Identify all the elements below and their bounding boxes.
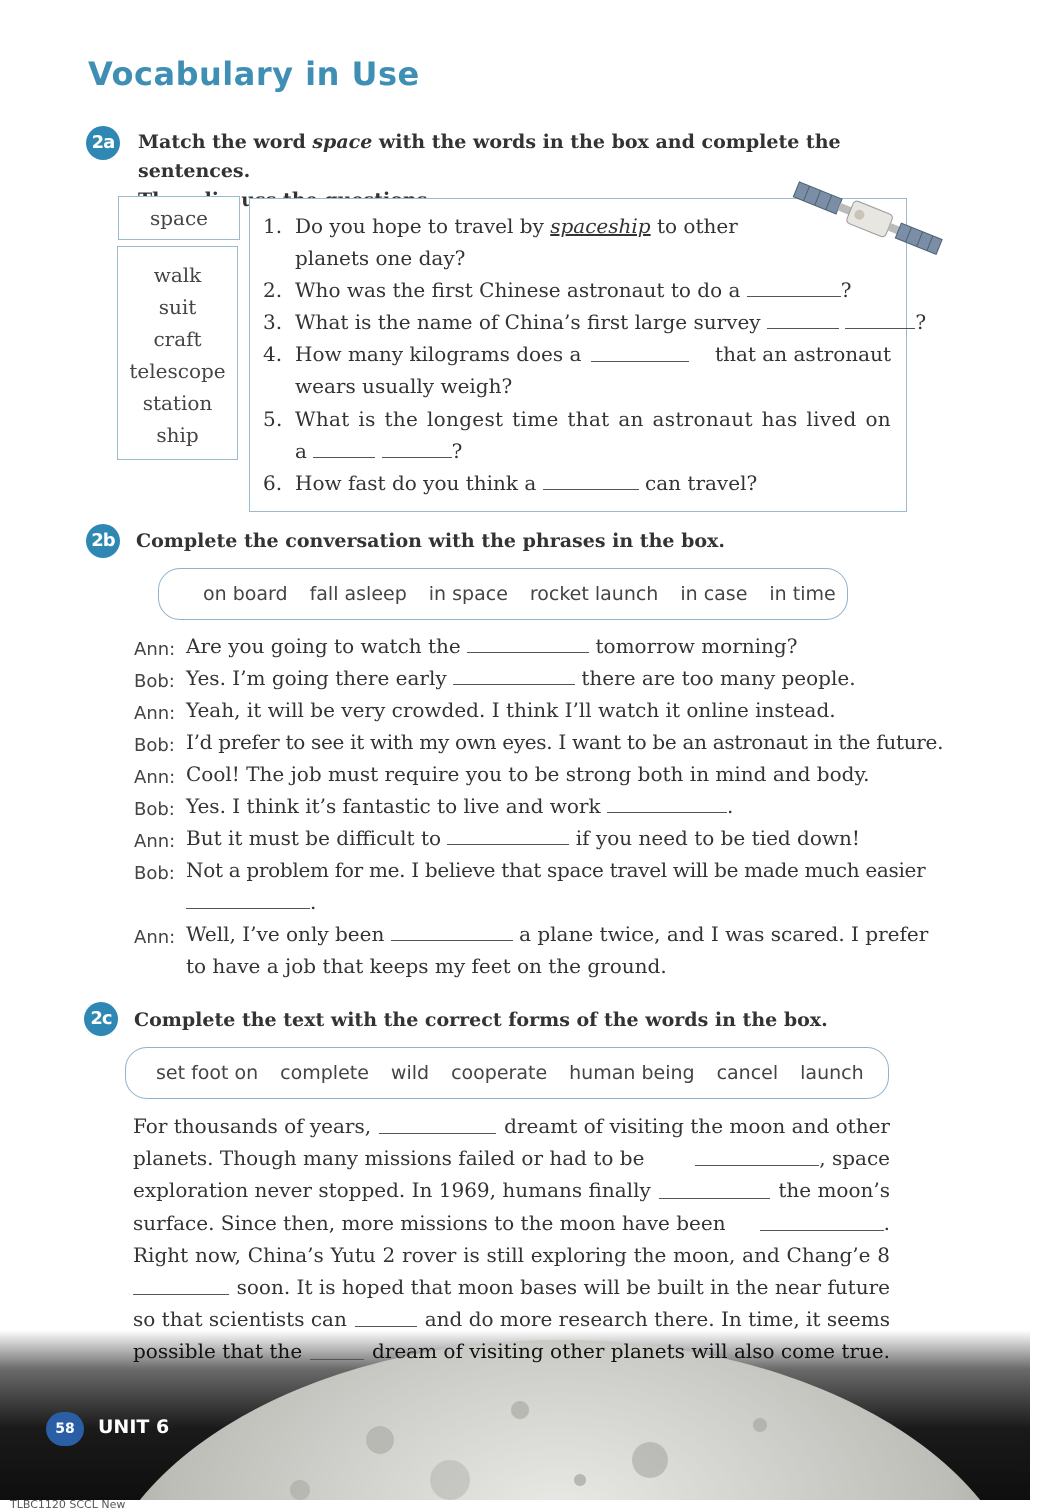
speaker-label: Ann: xyxy=(134,639,176,660)
question-4-cont: wears usually weigh? xyxy=(295,374,513,398)
phrase-item: on board xyxy=(203,583,288,605)
phrase-box xyxy=(158,568,848,620)
answer-blank[interactable] xyxy=(467,651,589,653)
answer-blank[interactable] xyxy=(760,1229,884,1231)
answer-blank[interactable] xyxy=(659,1197,771,1199)
speaker-label: Ann: xyxy=(134,703,176,724)
exercise-badge-2c: 2c xyxy=(84,1002,118,1036)
conversation-line: Yes. I think it’s fantastic to live and work . xyxy=(186,794,734,818)
satellite-icon xyxy=(782,180,952,260)
word-list-box xyxy=(117,246,238,460)
answer-blank[interactable] xyxy=(313,456,375,458)
passage-line: possible that the dream of visiting other planets will also come true. xyxy=(133,1339,890,1364)
word-item: craft xyxy=(153,327,202,351)
exercise-2a-instruction: Match the word space with the words in the box and complete the sentences. xyxy=(138,131,841,182)
answer-blank[interactable] xyxy=(186,907,310,909)
passage-line: soon. It is hoped that moon bases will be built in the near future xyxy=(133,1271,890,1303)
question-5-cont: a ? xyxy=(295,439,463,463)
passage-line: For thousands of years, dreamt of visiting the moon and other xyxy=(133,1114,890,1138)
passage-line: surface. Since then, more missions to the moon have been . xyxy=(133,1210,890,1235)
conversation-line: But it must be difficult to if you need to be tied down! xyxy=(186,826,860,850)
answer-blank[interactable] xyxy=(447,843,569,845)
speaker-label: Bob: xyxy=(134,671,175,692)
conversation-line: Cool! The job must require you to be strong both in mind and body. xyxy=(186,762,870,786)
text-passage xyxy=(133,1110,890,1368)
word-item: suit xyxy=(158,295,197,319)
word-item: set foot on xyxy=(156,1062,259,1084)
question-5: 5. What is the longest time that an astronaut has lived on xyxy=(263,407,891,431)
word-item: complete xyxy=(280,1062,369,1084)
answer-blank[interactable] xyxy=(695,1164,819,1166)
conversation-line: Well, I’ve only been a plane twice, and I was scared. I prefer xyxy=(186,922,929,946)
passage-line: planets. Though many missions failed or had to be , space xyxy=(133,1146,890,1171)
answer-blank[interactable] xyxy=(310,1358,364,1360)
speaker-label: Bob: xyxy=(134,799,175,820)
word-item: launch xyxy=(800,1062,864,1084)
exercise-badge-2a: 2a xyxy=(86,126,120,160)
answer-blank[interactable] xyxy=(355,1325,417,1327)
question-3: 3. What is the name of China’s first large survey ? xyxy=(263,310,927,334)
conversation-line-cont: to have a job that keeps my feet on the ground. xyxy=(186,954,667,978)
conversation-line: Not a problem for me. I believe that space travel will be made much easier xyxy=(186,858,926,882)
head-word: space xyxy=(149,206,209,230)
question-1: 1. Do you hope to travel by spaceship to other xyxy=(263,214,738,238)
word-item: wild xyxy=(390,1062,430,1084)
page-title: Vocabulary in Use xyxy=(88,55,420,93)
conversation-line: Yes. I’m going there early there are too many people. xyxy=(186,666,856,690)
answer-blank[interactable] xyxy=(453,683,575,685)
answer-blank[interactable] xyxy=(379,1132,496,1134)
answer-blank[interactable] xyxy=(133,1293,229,1295)
word-item: human being xyxy=(569,1062,695,1084)
answer-blank[interactable] xyxy=(607,811,727,813)
answer-blank[interactable] xyxy=(391,939,513,941)
word-item: walk xyxy=(153,263,202,287)
question-4: 4. How many kilograms does a that an astronaut xyxy=(263,342,891,366)
answer-blank[interactable] xyxy=(747,295,841,297)
word-item: cancel xyxy=(716,1062,779,1084)
conversation-line: Yeah, it will be very crowded. I think I’ll watch it online instead. xyxy=(186,698,836,722)
answer-blank[interactable] xyxy=(767,327,839,329)
phrase-item: in time xyxy=(769,583,836,605)
print-strip xyxy=(0,1500,1050,1509)
question-1-cont: planets one day? xyxy=(295,246,466,270)
exercise-2c-instruction: Complete the text with the correct forms of the words in the box. xyxy=(134,1009,828,1031)
passage-line: exploration never stopped. In 1969, humans finally the moon’s xyxy=(133,1178,890,1203)
example-answer: spaceship xyxy=(550,214,651,238)
conversation-line: I’d prefer to see it with my own eyes. I want to be an astronaut in the future. xyxy=(186,730,944,754)
phrase-item: rocket launch xyxy=(529,583,659,605)
answer-blank[interactable] xyxy=(591,360,689,362)
exercise-2b-instruction: Complete the conversation with the phrases in the box. xyxy=(136,530,725,552)
exercise-badge-2b: 2b xyxy=(86,524,120,558)
word-item: telescope xyxy=(129,359,226,383)
speaker-label: Bob: xyxy=(134,735,175,756)
phrase-item: fall asleep xyxy=(309,583,407,605)
answer-blank[interactable] xyxy=(845,327,915,329)
word-item: station xyxy=(142,391,213,415)
phrase-item: in space xyxy=(428,583,508,605)
speaker-label: Ann: xyxy=(134,831,176,852)
question-6: 6. How fast do you think a can travel? xyxy=(263,471,758,495)
phrase-item: in case xyxy=(680,583,748,605)
page-number: 58 xyxy=(46,1412,84,1446)
answer-blank[interactable] xyxy=(382,456,452,458)
speaker-label: Bob: xyxy=(134,863,175,884)
passage-line: so that scientists can and do more research there. In time, it seems xyxy=(133,1307,890,1332)
word-item: ship xyxy=(156,423,199,447)
speaker-label: Ann: xyxy=(134,767,176,788)
conversation-line: Are you going to watch the tomorrow morning? xyxy=(186,634,798,658)
unit-label: UNIT 6 xyxy=(98,1416,170,1438)
head-word-box xyxy=(118,196,240,240)
answer-blank[interactable] xyxy=(543,488,639,490)
conversation-line-cont: . xyxy=(186,886,316,918)
print-code: TLBC1120 SCCL New xyxy=(10,1498,126,1509)
passage-line: Right now, China’s Yutu 2 rover is still exploring the moon, and Chang’e 8 xyxy=(133,1242,890,1267)
question-2: 2. Who was the first Chinese astronaut to do a ? xyxy=(263,278,852,302)
word-item: cooperate xyxy=(451,1062,548,1084)
speaker-label: Ann: xyxy=(134,927,176,948)
word-box xyxy=(125,1047,889,1099)
